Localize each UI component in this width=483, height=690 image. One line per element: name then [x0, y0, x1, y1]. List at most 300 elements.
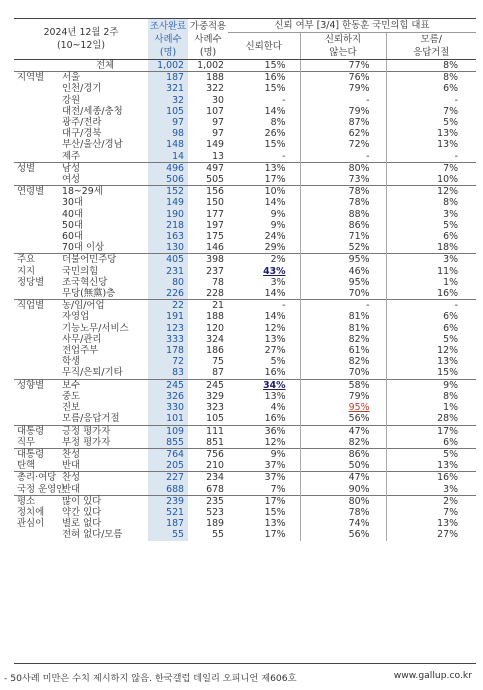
trust-value-cell: 5% [270, 356, 286, 368]
row-group-label [14, 334, 60, 345]
row-subgroup-label: 찬성 [60, 472, 148, 484]
trust-value-cell: 13% [264, 518, 286, 530]
table-row [14, 162, 476, 174]
weighted-count-cell: 150 [206, 197, 225, 209]
table-row [14, 413, 476, 425]
row-group-label [14, 139, 60, 150]
distrust-value-cell: 74% [300, 518, 386, 529]
weighted-count-cell: 234 [188, 472, 228, 484]
distrust-value-cell: 47% [300, 425, 386, 437]
trust-value-cell: 17% [264, 174, 286, 186]
row-subgroup-label: 여성 [62, 174, 81, 186]
question-header: 신뢰 여부 [3/4] 한동훈 국민의힘 대표 [228, 19, 476, 33]
row-group-label [14, 288, 60, 300]
trust-value-cell: 16% [264, 367, 286, 379]
distrust-value-cell: 62% [300, 128, 386, 139]
unknown-value-cell: 8% [386, 60, 476, 72]
unknown-value-cell: 5% [386, 117, 476, 128]
survey-count-cell: 218 [148, 220, 188, 231]
table-bottom-rule [14, 663, 476, 664]
row-group-label [14, 209, 60, 220]
trust-value-cell: 37% [228, 472, 300, 484]
trust-value-cell: 37% [264, 460, 286, 472]
weighted-count-cell: 323 [206, 402, 225, 414]
trust-value-cell: 14% [264, 105, 286, 117]
table-row [14, 356, 476, 367]
unknown-value-cell: 8% [386, 72, 476, 84]
weighted-count-cell: 197 [206, 219, 225, 231]
table-row [14, 106, 476, 117]
distrust-value-cell: 79% [300, 83, 386, 94]
survey-count-cell: 72 [148, 356, 188, 367]
weighted-count-cell: 329 [206, 390, 225, 402]
weighted-count-cell: 398 [188, 254, 228, 266]
row-group-label [14, 356, 60, 367]
unknown-value-cell: 13% [386, 460, 476, 472]
unknown-value-cell: 11% [386, 266, 476, 277]
unknown-value-cell: 3% [386, 209, 476, 220]
weighted-count-cell: 149 [206, 139, 225, 151]
survey-count-cell: 855 [148, 437, 188, 449]
survey-count-cell: 231 [148, 266, 188, 277]
trust-value-cell: - [282, 94, 286, 106]
row-subgroup-label: 모름/응답거절 [62, 413, 120, 425]
weighted-count-cell: 30 [212, 94, 225, 106]
distrust-value-cell: 77% [300, 60, 386, 72]
table-row [14, 277, 476, 288]
survey-count-cell: 32 [148, 95, 188, 106]
survey-count-cell: 321 [148, 83, 188, 94]
trust-value-cell: 4% [270, 402, 286, 414]
trust-value-cell: 15% [264, 506, 286, 518]
trust-value-cell: 43% [263, 265, 286, 277]
row-group-label [14, 151, 60, 163]
distrust-value-cell: 70% [300, 288, 386, 300]
table-row [14, 288, 476, 300]
trust-value-cell: 15% [264, 83, 286, 95]
table-row [14, 484, 476, 496]
row-group-label [14, 323, 60, 334]
unknown-value-cell: 15% [386, 367, 476, 379]
distrust-value-cell: 78% [300, 186, 386, 198]
weighted-count-cell: 189 [206, 518, 225, 530]
survey-count-cell: 1,002 [148, 60, 188, 72]
trust-value-cell: 26% [264, 128, 286, 140]
table-row [14, 507, 476, 518]
survey-count-cell: 22 [148, 300, 188, 312]
unknown-value-cell: 10% [386, 174, 476, 186]
distrust-value-cell: 79% [300, 391, 386, 402]
distrust-value-cell: 81% [300, 311, 386, 322]
row-subgroup-label: 보수 [60, 379, 148, 391]
unknown-value-cell: 17% [386, 425, 476, 437]
table-row [14, 311, 476, 322]
option-distrust-label-2: 않는다 [329, 47, 357, 58]
distrust-value-cell: 81% [300, 323, 386, 334]
option-unknown-label-2: 응답거절 [413, 47, 450, 58]
survey-count-cell: 191 [148, 311, 188, 322]
row-group-label [14, 391, 60, 402]
survey-count-cell: 187 [148, 518, 188, 529]
weighted-count-cell: 175 [206, 231, 225, 243]
row-subgroup-label: 남성 [60, 162, 148, 174]
row-group-label [14, 83, 60, 94]
distrust-value-cell: 95% [300, 402, 386, 413]
table-row [14, 448, 476, 460]
weighted-count-cell: 111 [188, 425, 228, 437]
survey-count-cell: 187 [148, 72, 188, 84]
weighted-count-cell: 188 [188, 72, 228, 84]
distrust-value-cell: 72% [300, 139, 386, 150]
footer-url: www.gallup.co.kr [393, 670, 472, 681]
trust-value-cell: 2% [228, 254, 300, 266]
distrust-value-cell: 56% [300, 413, 386, 425]
row-group-label: 성향별 [14, 379, 60, 391]
row-subgroup-label: 광주/전라 [62, 117, 102, 129]
distrust-value-cell: 82% [300, 356, 386, 367]
survey-count-cell: 101 [148, 413, 188, 425]
survey-count-cell: 496 [148, 162, 188, 174]
distrust-value-cell: 86% [300, 220, 386, 231]
weighted-count-cell: 235 [188, 495, 228, 507]
table-row [14, 83, 476, 94]
unknown-value-cell: 12% [386, 345, 476, 356]
row-subgroup-label: 부정 평가자 [62, 436, 111, 448]
weighted-count-cell: 177 [206, 208, 225, 220]
table-row [14, 139, 476, 150]
distrust-value-cell: 95% [300, 254, 386, 266]
trust-value-cell: 17% [228, 495, 300, 507]
row-subgroup-label: 서울 [60, 72, 148, 84]
trust-value-cell: 27% [264, 345, 286, 357]
row-subgroup-label: 전체 [60, 60, 148, 72]
row-group-label: 성별 [14, 162, 60, 174]
footer [4, 670, 480, 684]
unknown-value-cell: 28% [386, 413, 476, 425]
survey-count-cell: 227 [148, 472, 188, 484]
row-group-label [14, 529, 60, 540]
row-group-label: 정당별 [17, 276, 45, 288]
table-row [14, 95, 476, 106]
table-row [14, 186, 476, 198]
unknown-value-cell: - [386, 300, 476, 312]
row-subgroup-label: 반대 [62, 460, 81, 472]
survey-count-cell: 226 [148, 288, 188, 300]
unknown-value-cell: 18% [386, 242, 476, 254]
unknown-value-cell: 13% [386, 356, 476, 367]
survey-count-cell: 80 [148, 277, 188, 288]
unknown-value-cell: 7% [386, 106, 476, 117]
table-row [14, 345, 476, 356]
row-group-label [14, 402, 60, 413]
row-group-label: 주요 [14, 254, 60, 266]
trust-value-cell: 16% [264, 413, 286, 425]
trust-value-cell: 13% [228, 162, 300, 174]
trust-value-cell: 10% [228, 186, 300, 198]
option-unknown-header [386, 33, 476, 60]
row-subgroup-label: 더불어민주당 [60, 254, 148, 266]
trust-value-cell: 17% [264, 529, 286, 541]
table-row [14, 151, 476, 163]
row-subgroup-label: 찬성 [60, 448, 148, 460]
survey-table [14, 18, 476, 541]
survey-count-label-3: (명) [159, 46, 177, 58]
unknown-value-cell: 5% [386, 220, 476, 231]
table-row [14, 529, 476, 540]
weighted-count-cell: 105 [206, 413, 225, 425]
row-subgroup-label: 사무/관리 [62, 333, 102, 345]
row-subgroup-label: 부산/울산/경남 [62, 139, 123, 151]
survey-count-cell: 105 [148, 106, 188, 117]
survey-count-cell: 109 [148, 425, 188, 437]
row-subgroup-label: 인천/경기 [62, 83, 102, 95]
table-row [14, 460, 476, 472]
weighted-count-cell: 107 [206, 105, 225, 117]
unknown-value-cell: - [386, 151, 476, 163]
weighted-count-cell: 13 [212, 150, 225, 162]
row-subgroup-label: 30대 [62, 197, 83, 209]
weighted-count-cell: 186 [206, 345, 225, 357]
row-subgroup-label: 많이 있다 [60, 495, 148, 507]
weighted-count-cell: 156 [188, 186, 228, 198]
distrust-value-cell: 88% [300, 209, 386, 220]
row-subgroup-label: 약간 있다 [62, 506, 102, 518]
distrust-value-cell: 95% [300, 277, 386, 288]
survey-count-cell: 405 [148, 254, 188, 266]
unknown-value-cell: 8% [386, 391, 476, 402]
survey-count-cell: 55 [148, 529, 188, 540]
unknown-value-cell: 5% [386, 448, 476, 460]
row-subgroup-label: 70대 이상 [62, 242, 105, 254]
trust-value-cell: 9% [228, 448, 300, 460]
row-subgroup-label: 50대 [62, 219, 83, 231]
row-group-label: 직무 [17, 436, 36, 448]
weighted-count-cell: 228 [206, 288, 225, 300]
unknown-value-cell: 7% [386, 162, 476, 174]
weighted-count-cell: 851 [206, 436, 225, 448]
row-subgroup-label: 제주 [62, 150, 81, 162]
table-row [14, 334, 476, 345]
period-header [14, 19, 148, 60]
distrust-value-cell: 50% [300, 460, 386, 472]
distrust-value-cell: 56% [300, 529, 386, 540]
trust-value-cell: 36% [228, 425, 300, 437]
row-subgroup-label: 진보 [62, 402, 81, 414]
distrust-value-cell: 80% [300, 495, 386, 507]
weighted-count-cell: 505 [206, 174, 225, 186]
unknown-value-cell: 5% [386, 334, 476, 345]
row-group-label [14, 413, 60, 425]
unknown-value-cell: 16% [386, 288, 476, 300]
row-group-label: 지역별 [14, 72, 60, 84]
row-group-label: 대통령 [14, 425, 60, 437]
table-row [14, 197, 476, 208]
survey-count-cell: 521 [148, 507, 188, 518]
weighted-count-cell: 756 [188, 448, 228, 460]
weighted-count-cell: 497 [188, 162, 228, 174]
weighted-count-cell: 87 [212, 367, 225, 379]
survey-count-label-2: 사례수 [154, 33, 182, 45]
weighted-count-cell: 245 [188, 379, 228, 391]
row-subgroup-label: 자영업 [62, 311, 90, 323]
survey-count-cell: 123 [148, 323, 188, 334]
option-trust-label: 신뢰한다 [245, 40, 282, 52]
unknown-value-cell: 6% [386, 437, 476, 449]
distrust-value-cell: 87% [300, 117, 386, 128]
row-group-label [14, 345, 60, 356]
trust-value-cell: 12% [264, 436, 286, 448]
trust-value-cell: 13% [264, 333, 286, 345]
row-subgroup-label: 대구/경북 [62, 128, 102, 140]
distrust-value-cell: - [300, 95, 386, 106]
table-row [14, 379, 476, 391]
survey-count-cell: 245 [148, 379, 188, 391]
row-group-label [14, 117, 60, 128]
row-subgroup-label: 국민의힘 [62, 265, 99, 277]
row-group-label: 총리·여당 [14, 472, 60, 484]
survey-count-cell: 764 [148, 448, 188, 460]
survey-count-label-1: 조사완료 [149, 20, 187, 32]
footer-note: - 50사례 미만은 수치 제시하지 않음. 한국갤럽 데일리 오피니언 제606호 [4, 673, 297, 684]
row-subgroup-label: 전혀 없다/모름 [62, 529, 123, 541]
distrust-value-cell: 58% [300, 379, 386, 391]
unknown-value-cell: 9% [386, 379, 476, 391]
trust-value-cell: 12% [264, 322, 286, 334]
row-group-label [14, 220, 60, 231]
unknown-value-cell: 12% [386, 186, 476, 198]
survey-count-cell: 97 [148, 117, 188, 128]
row-group-label: 평소 [14, 495, 60, 507]
unknown-value-cell: 6% [386, 311, 476, 322]
survey-count-cell: 14 [148, 151, 188, 163]
row-group-label [14, 242, 60, 254]
table-row [14, 220, 476, 231]
weighted-count-cell: 120 [206, 322, 225, 334]
option-trust-header [228, 33, 300, 60]
unknown-value-cell: 13% [386, 128, 476, 139]
unknown-value-cell: 27% [386, 529, 476, 540]
row-subgroup-label: 반대 [62, 483, 81, 495]
option-unknown-label-1: 모름/ [420, 34, 442, 45]
table-row [14, 472, 476, 484]
trust-value-cell: 8% [270, 117, 286, 129]
row-group-label: 정치에 [17, 506, 45, 518]
trust-value-cell: 15% [228, 60, 300, 72]
weighted-count-header [188, 19, 228, 60]
survey-count-cell: 688 [148, 484, 188, 496]
survey-count-cell: 239 [148, 495, 188, 507]
trust-value-cell: 3% [270, 276, 286, 288]
table-row [14, 117, 476, 128]
row-group-label [14, 311, 60, 322]
table-row [14, 518, 476, 529]
table-row [14, 128, 476, 139]
distrust-value-cell: 79% [300, 106, 386, 117]
weighted-count-cell: 322 [206, 83, 225, 95]
weighted-count-label-1: 가중적용 [189, 20, 227, 32]
survey-count-cell: 190 [148, 209, 188, 220]
row-group-label [14, 197, 60, 208]
weighted-count-cell: 237 [206, 265, 225, 277]
trust-value-cell: 29% [264, 242, 286, 254]
row-subgroup-label: 중도 [62, 390, 81, 402]
unknown-value-cell: 3% [386, 484, 476, 496]
row-subgroup-label: 무직/은퇴/기타 [62, 367, 123, 379]
trust-value-cell: - [228, 300, 300, 312]
unknown-value-cell: 6% [386, 231, 476, 242]
table-row [14, 402, 476, 413]
trust-value-cell: - [282, 150, 286, 162]
table-row [14, 300, 476, 312]
row-subgroup-label: 강원 [62, 94, 81, 106]
row-subgroup-label: 60대 [62, 231, 83, 243]
trust-value-cell: 14% [264, 311, 286, 323]
distrust-value-cell: 47% [300, 472, 386, 484]
table-row [14, 323, 476, 334]
row-subgroup-label: 대전/세종/충청 [62, 105, 123, 117]
table-row [14, 425, 476, 437]
weighted-count-cell: 188 [206, 311, 225, 323]
row-group-label: 탄핵 [17, 460, 36, 472]
distrust-value-cell: - [300, 151, 386, 163]
distrust-value-cell: 73% [300, 174, 386, 186]
survey-count-cell: 163 [148, 231, 188, 242]
survey-count-cell: 149 [148, 197, 188, 208]
row-group-label [14, 174, 60, 186]
weighted-count-cell: 21 [188, 300, 228, 312]
trust-value-cell: 7% [270, 483, 286, 495]
distrust-value-cell: 46% [300, 266, 386, 277]
option-distrust-header [300, 33, 386, 60]
survey-count-header [148, 19, 188, 60]
weighted-count-cell: 523 [206, 506, 225, 518]
trust-value-cell: 9% [270, 219, 286, 231]
survey-count-cell: 152 [148, 186, 188, 198]
row-group-label: 대통령 [14, 448, 60, 460]
row-group-label [14, 231, 60, 242]
survey-count-cell: 130 [148, 242, 188, 254]
trust-value-cell: 13% [264, 390, 286, 402]
table-row [14, 254, 476, 266]
table-row [14, 495, 476, 507]
row-group-label [14, 60, 60, 72]
unknown-value-cell: - [386, 95, 476, 106]
survey-count-cell: 333 [148, 334, 188, 345]
row-subgroup-label: 기능노무/서비스 [62, 322, 129, 334]
table-row [14, 60, 476, 72]
distrust-value-cell: 80% [300, 162, 386, 174]
weighted-count-label-2: 사례수 [194, 33, 222, 45]
table-row [14, 231, 476, 242]
survey-count-cell: 326 [148, 391, 188, 402]
trust-value-cell: 34% [228, 379, 300, 391]
row-group-label [14, 128, 60, 139]
row-subgroup-label: 18~29세 [60, 186, 148, 198]
trust-value-cell: 15% [264, 139, 286, 151]
distrust-value-cell: 78% [300, 197, 386, 208]
table-body [14, 60, 476, 541]
weighted-count-label-3: (명) [199, 46, 217, 58]
survey-count-cell: 83 [148, 367, 188, 379]
unknown-value-cell: 13% [386, 518, 476, 529]
trust-value-cell: 16% [228, 72, 300, 84]
table-row [14, 266, 476, 277]
weighted-count-cell: 324 [206, 333, 225, 345]
distrust-value-cell: 86% [300, 448, 386, 460]
weighted-count-cell: 78 [212, 276, 225, 288]
period-line2: (10~12일) [56, 40, 106, 51]
trust-value-cell: 9% [270, 208, 286, 220]
